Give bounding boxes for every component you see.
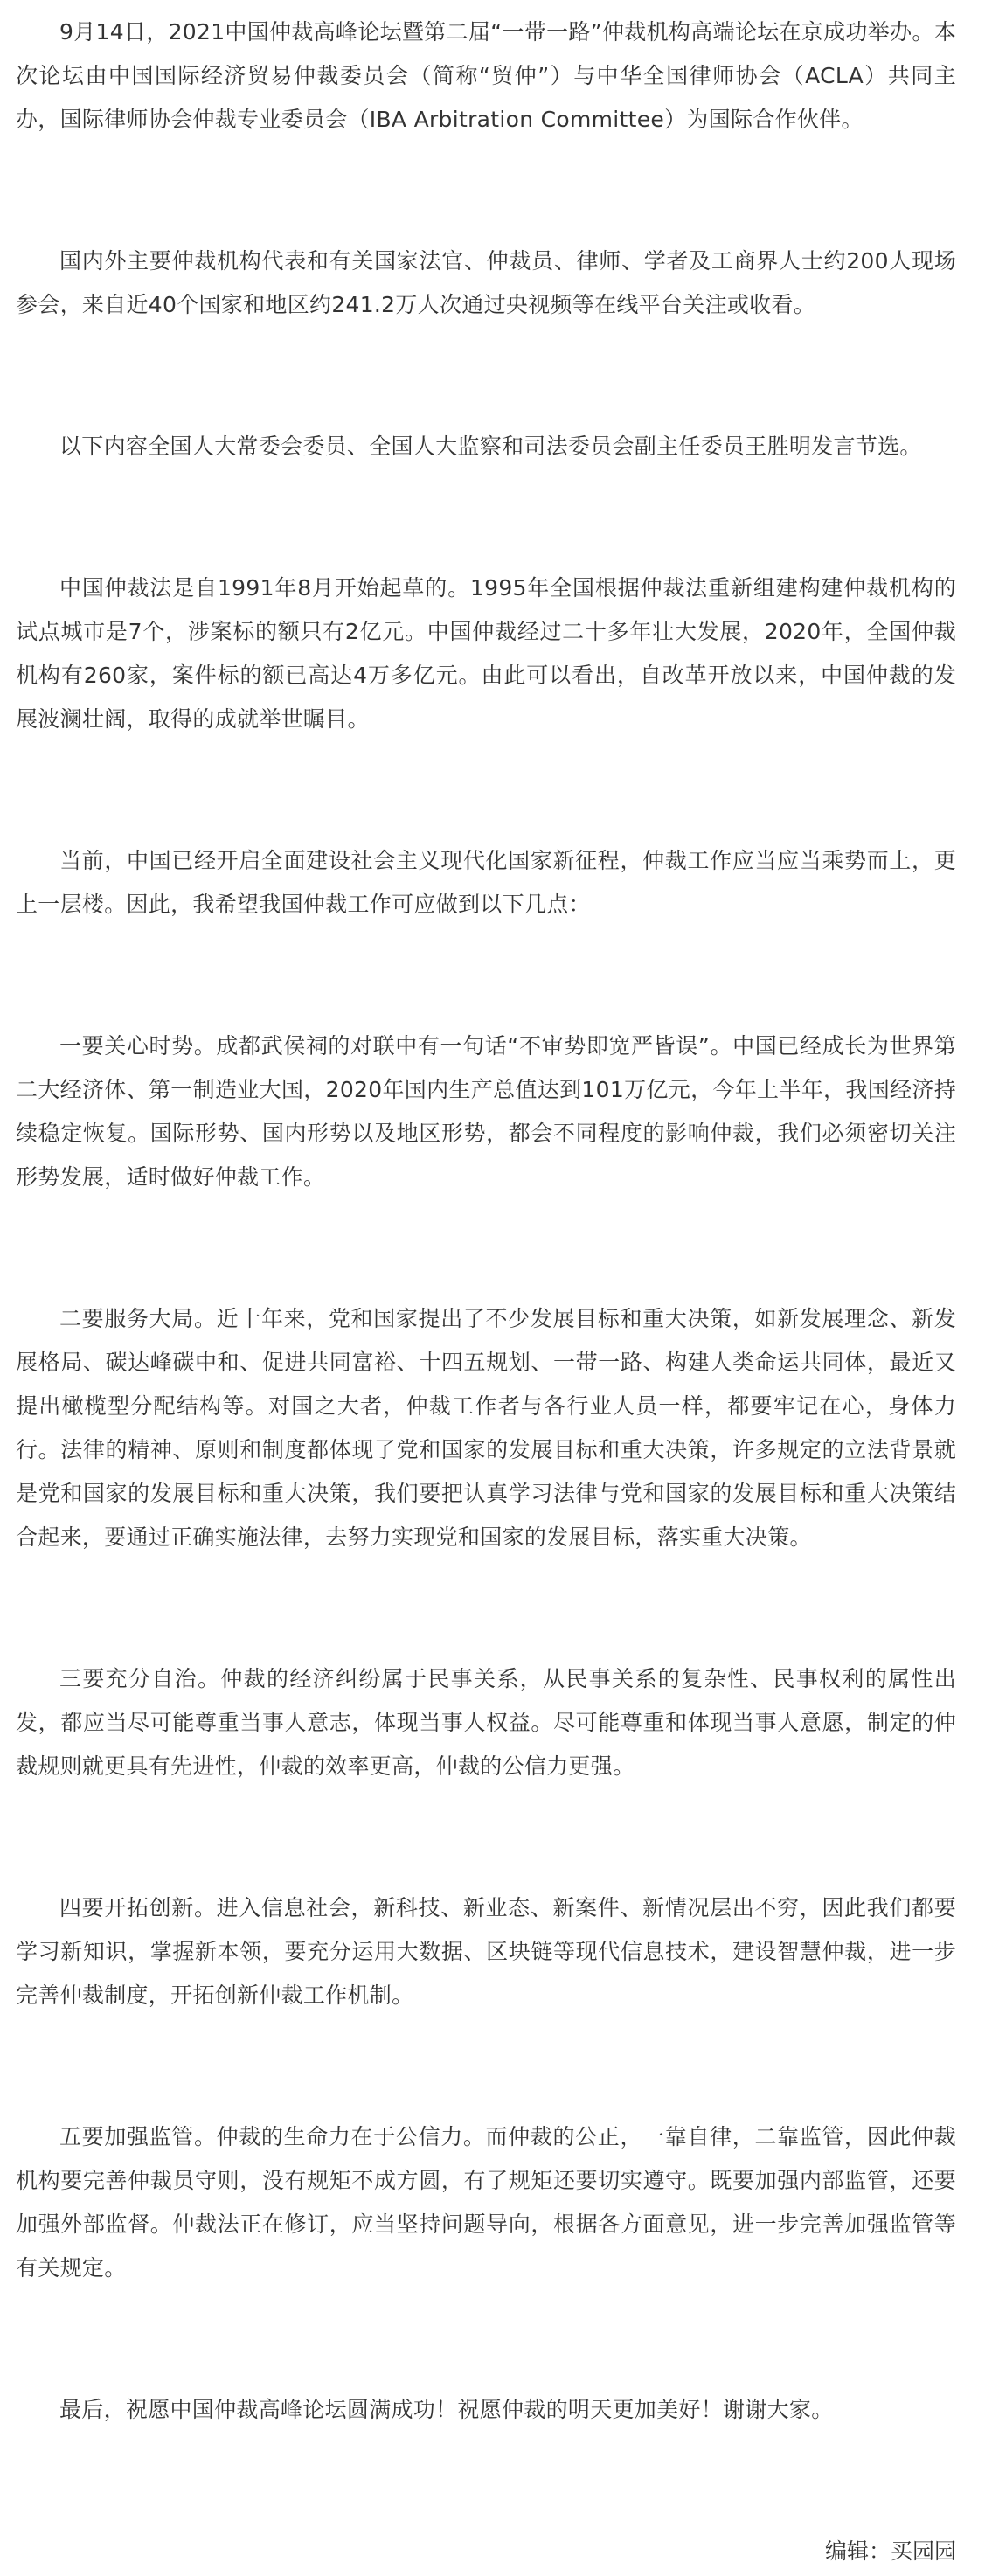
paragraph-intro: 9月14日，2021中国仲裁高峰论坛暨第二届“一带一路”仲裁机构高端论坛在京成功举办。本次论坛由中国国际经济贸易仲裁委员会（简称“贸仲”）与中华全国律师协会（ACLA）共同主办，国际律师协会仲裁专业委员会（IBA Arbitration Committee）为国际合作伙伴。 bbox=[16, 19, 956, 132]
paragraph-history: 中国仲裁法是自1991年8月开始起草的。1995年全国根据仲裁法重新组建构建仲裁机构的试点城市是7个，涉案标的额只有2亿元。中国仲裁经过二十多年壮大发展，2020年，全国仲裁机构有260家，案件标的额已高达4万多亿元。由此可以看出，自改革开放以来，中国仲裁的发展波澜壮阔，取得的成就举世瞩目。 bbox=[16, 575, 956, 732]
paragraph-point-four: 四要开拓创新。进入信息社会，新科技、新业态、新案件、新情况层出不穷，因此我们都要学习新知识，掌握新本领，要充分运用大数据、区块链等现代信息技术，建设智慧仲裁，进一步完善仲裁制度，开拓创新仲裁工作机制。 bbox=[16, 1895, 956, 2008]
paragraph-attendance: 国内外主要仲裁机构代表和有关国家法官、仲裁员、律师、学者及工商界人士约200人现场参会，来自近40个国家和地区约241.2万人次通过央视频等在线平台关注或收看。 bbox=[16, 248, 956, 317]
paragraph-current: 当前，中国已经开启全面建设社会主义现代化国家新征程，仲裁工作应当应当乘势而上，更上一层楼。因此，我希望我国仲裁工作可应做到以下几点： bbox=[16, 848, 956, 917]
paragraph-speech-intro: 以下内容全国人大常委会委员、全国人大监察和司法委员会副主任委员王胜明发言节选。 bbox=[59, 434, 922, 459]
editor-credit: 编辑：买园园 bbox=[824, 2538, 956, 2564]
paragraph-point-one: 一要关心时势。成都武侯祠的对联中有一句话“不审势即宽严皆误”。中国已经成长为世界第二大经济体、第一制造业大国，2020年国内生产总值达到101万亿元，今年上半年，我国经济持续稳定恢复。国际形势、国内形势以及地区形势，都会不同程度的影响仲裁，我们必须密切关注形势发展，适时做好仲裁工作。 bbox=[16, 1033, 956, 1190]
paragraph-point-five: 五要加强监管。仲裁的生命力在于公信力。而仲裁的公正，一靠自律，二靠监管，因此仲裁机构要完善仲裁员守则，没有规矩不成方圆，有了规矩还要切实遵守。既要加强内部监管，还要加强外部监督。仲裁法正在修订，应当坚持问题导向，根据各方面意见，进一步完善加强监管等有关规定。 bbox=[16, 2124, 956, 2281]
paragraph-closing: 最后，祝愿中国仲裁高峰论坛圆满成功！祝愿仲裁的明天更加美好！谢谢大家。 bbox=[59, 2397, 834, 2422]
paragraph-point-two: 二要服务大局。近十年来，党和国家提出了不少发展目标和重大决策，如新发展理念、新发展格局、碳达峰碳中和、促进共同富裕、十四五规划、一带一路、构建人类命运共同体，最近又提出橄榄型分配结构等。对国之大者，仲裁工作者与各行业人员一样，都要牢记在心，身体力行。法律的精神、原则和制度都体现了党和国家的发展目标和重大决策，许多规定的立法背景就是党和国家的发展目标和重大决策，我们要把认真学习法律与党和国家的发展目标和重大决策结合起来，要通过正确实施法律，去努力实现党和国家的发展目标，落实重大决策。 bbox=[16, 1306, 956, 1550]
paragraph-point-three: 三要充分自治。仲裁的经济纠纷属于民事关系，从民事关系的复杂性、民事权利的属性出发，都应当尽可能尊重当事人意志，体现当事人权益。尽可能尊重和体现当事人意愿，制定的仲裁规则就更具有先进性，仲裁的效率更高，仲裁的公信力更强。 bbox=[16, 1666, 956, 1779]
